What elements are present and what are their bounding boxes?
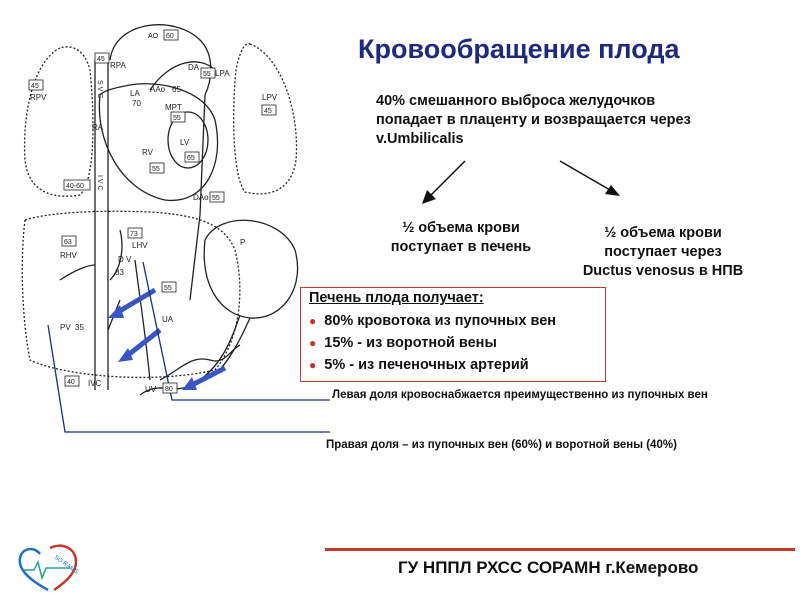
logo-text: SO RAMS: [52, 554, 79, 576]
slide-title: Кровообращение плода: [358, 34, 680, 64]
value-mpt: 55: [173, 115, 181, 122]
intro-text: 40% смешанного выброса желудочков попадает в плаценту и возвращается через v.Umbilicalis: [376, 93, 691, 147]
left-lobe-note: Левая доля кровоснабжается преимущественно из пупочных вен: [332, 389, 708, 401]
value-rv: 55: [152, 166, 160, 173]
value-rhv: 63: [64, 239, 72, 246]
label-lhv: LHV: [132, 241, 148, 250]
bullet-icon: ●: [309, 336, 317, 350]
label-ra: RA: [92, 123, 104, 132]
right-lung: [25, 47, 93, 196]
heart: [99, 84, 217, 201]
value-dao: 55: [212, 195, 220, 202]
value-uv: 80: [165, 386, 173, 393]
left-lung: [234, 44, 297, 194]
label-lpa: LPA: [215, 69, 230, 78]
liver-list: [309, 310, 597, 376]
footer-divider: [325, 548, 795, 551]
footer-organization: ГУ НППЛ РХСС СОРАМН г.Кемерово: [398, 558, 699, 577]
value-ua: 55: [164, 285, 172, 292]
label-ivc-upper: I V C: [96, 175, 103, 191]
label-dv: D V: [118, 255, 132, 264]
value-pv: 35: [75, 323, 84, 332]
value-lpv: 45: [264, 108, 272, 115]
heart-logo-icon: [10, 540, 90, 596]
label-ua: UA: [162, 315, 174, 324]
bullet-icon: ●: [309, 314, 317, 328]
right-lobe-note: Правая доля – из пупочных вен (60%) и воротной вены (40%): [326, 439, 677, 451]
liver-box-title: Печень плода получает:: [309, 290, 484, 306]
value-lhv: 73: [130, 231, 138, 238]
placenta: [204, 220, 297, 318]
list-item: ● 80% кровотока из пупочных вен: [309, 310, 597, 332]
label-p: P: [240, 238, 246, 247]
half-to-ductus-text: ½ объема крови поступает через Ductus venosus в НПВ: [582, 225, 744, 279]
label-mpt: MPT: [165, 103, 182, 112]
label-uv: UV: [145, 385, 157, 394]
label-la: LA: [130, 89, 140, 98]
label-lpv: LPV: [262, 93, 278, 102]
split-arrows: [410, 158, 650, 218]
list-item: ● 5% - из печеночных артерий: [309, 354, 597, 376]
value-ao: 60: [166, 33, 174, 40]
umbilical-cord: [160, 345, 240, 380]
value-lpa: 55: [203, 71, 211, 78]
label-ao: AO: [148, 33, 159, 40]
label-ivc-lower: IVC: [88, 379, 102, 388]
half-to-liver-text: ½ объема крови поступает в печень: [390, 220, 532, 255]
value-ivc-upper: 40-60: [66, 183, 84, 190]
value-ivc-lower: 40: [67, 379, 75, 386]
value-lv: 65: [187, 155, 195, 162]
liver-info-box: [300, 287, 606, 382]
label-rpa: RPA: [110, 61, 126, 70]
label-rv: RV: [142, 148, 153, 157]
bullet-icon: ●: [309, 358, 317, 372]
value-rpv: 45: [31, 83, 39, 90]
label-pv: PV: [60, 323, 71, 332]
value-svc: 45: [97, 56, 105, 63]
label-da: DA: [188, 63, 200, 72]
value-aao: 65: [172, 85, 181, 94]
label-dao: DAo: [193, 193, 209, 202]
fetal-circulation-diagram: [0, 0, 330, 440]
label-rhv: RHV: [60, 251, 77, 260]
value-la: 70: [132, 99, 141, 108]
label-aao: AAo: [150, 85, 166, 94]
label-svc: S V C: [96, 80, 103, 99]
list-item: ● 15% - из воротной вены: [309, 332, 597, 354]
value-dv: 83: [115, 268, 124, 277]
label-lv: LV: [180, 138, 190, 147]
label-rpv: RPV: [30, 93, 47, 102]
